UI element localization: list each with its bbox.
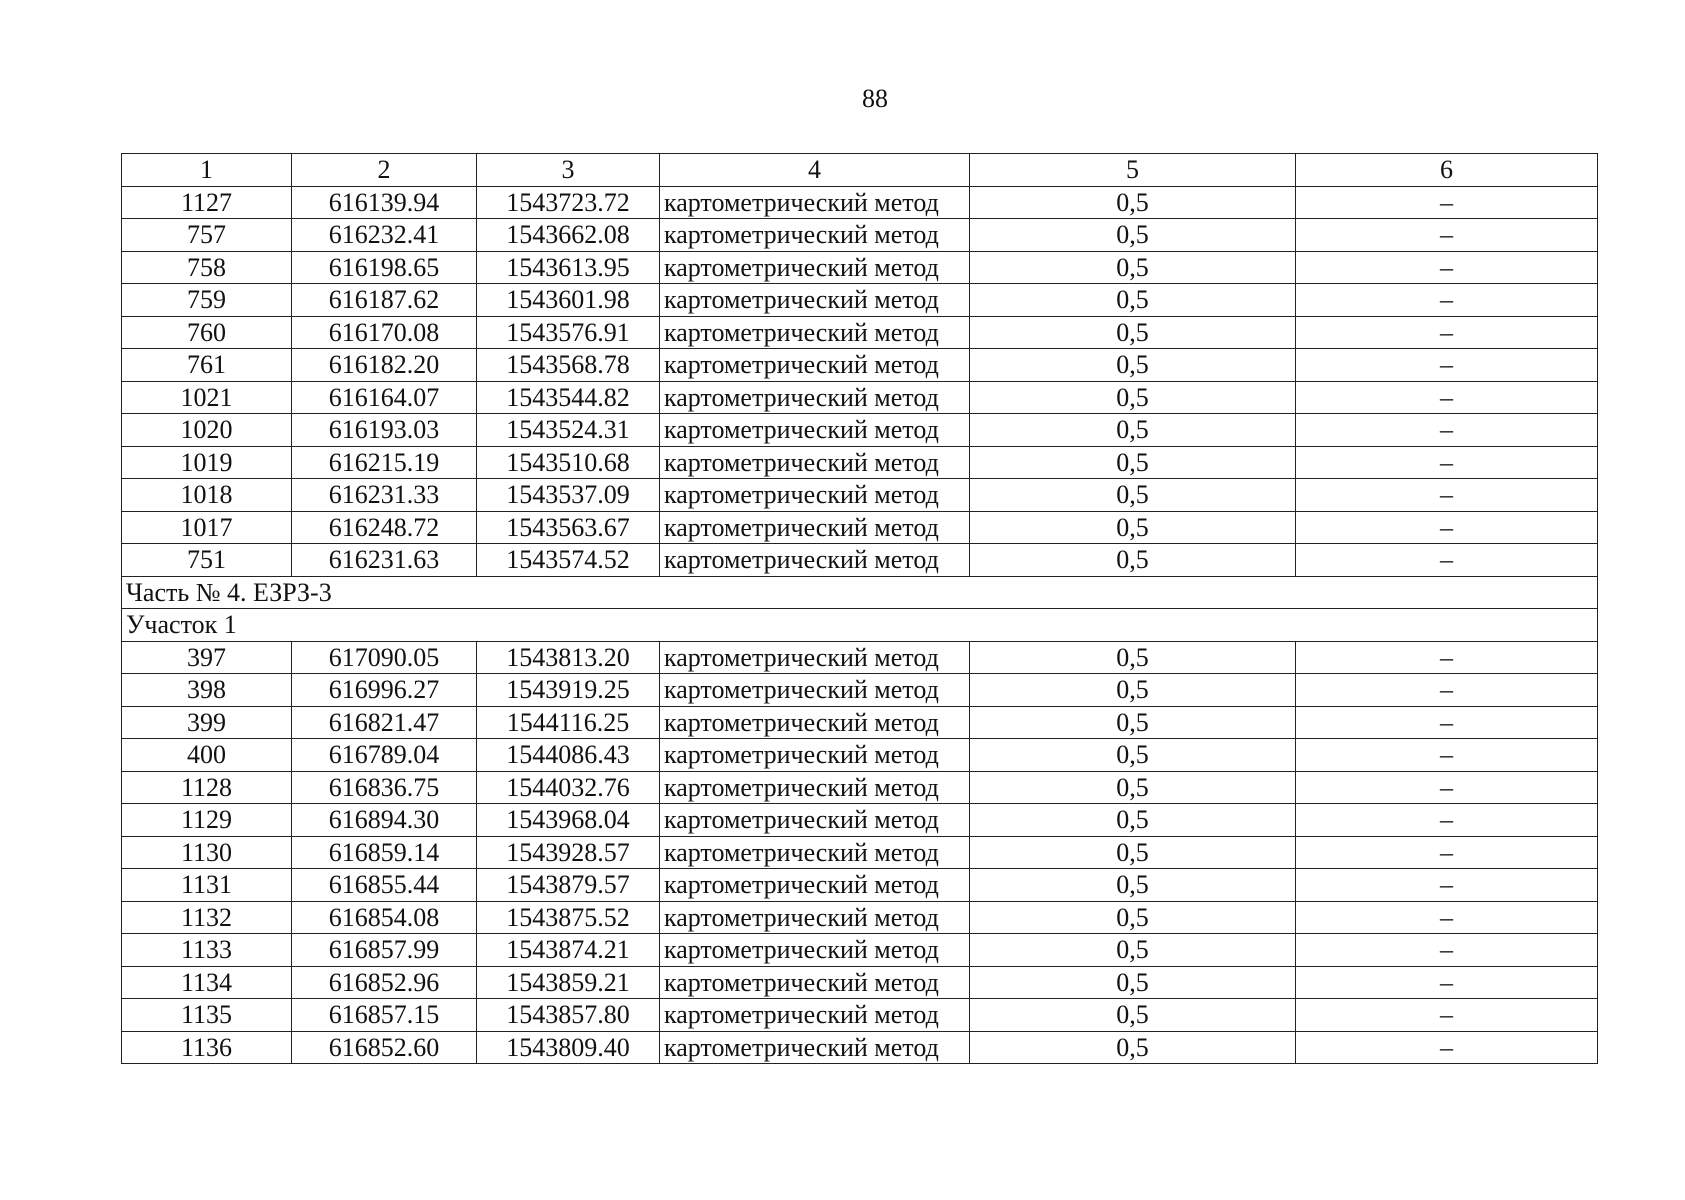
x-coordinate-cell: 616852.96: [292, 966, 477, 999]
y-coordinate-cell: 1543544.82: [477, 381, 660, 414]
y-coordinate-cell: 1543510.68: [477, 446, 660, 479]
description-cell: –: [1296, 219, 1598, 252]
y-coordinate-cell: 1543524.31: [477, 414, 660, 447]
table-row: [122, 381, 1598, 414]
table-row: [122, 836, 1598, 869]
accuracy-cell: 0,5: [970, 706, 1296, 739]
table-row: [122, 414, 1598, 447]
method-cell: картометрический метод: [660, 349, 970, 382]
description-cell: –: [1296, 804, 1598, 837]
accuracy-cell: 0,5: [970, 186, 1296, 219]
point-number-cell: 397: [122, 641, 292, 674]
y-coordinate-cell: 1543809.40: [477, 1031, 660, 1064]
x-coordinate-cell: 616187.62: [292, 284, 477, 317]
table-header-row: [122, 154, 1598, 187]
point-number-cell: 1136: [122, 1031, 292, 1064]
accuracy-cell: 0,5: [970, 771, 1296, 804]
y-coordinate-cell: 1543859.21: [477, 966, 660, 999]
accuracy-cell: 0,5: [970, 251, 1296, 284]
y-coordinate-cell: 1543879.57: [477, 869, 660, 902]
accuracy-cell: 0,5: [970, 219, 1296, 252]
method-cell: картометрический метод: [660, 251, 970, 284]
x-coordinate-cell: 616857.15: [292, 999, 477, 1032]
x-coordinate-cell: 616859.14: [292, 836, 477, 869]
method-cell: картометрический метод: [660, 999, 970, 1032]
y-coordinate-cell: 1543875.52: [477, 901, 660, 934]
y-coordinate-cell: 1543574.52: [477, 544, 660, 577]
method-cell: картометрический метод: [660, 869, 970, 902]
y-coordinate-cell: 1543919.25: [477, 674, 660, 707]
description-cell: –: [1296, 901, 1598, 934]
description-cell: –: [1296, 544, 1598, 577]
accuracy-cell: 0,5: [970, 999, 1296, 1032]
method-cell: картометрический метод: [660, 186, 970, 219]
accuracy-cell: 0,5: [970, 804, 1296, 837]
x-coordinate-cell: 616232.41: [292, 219, 477, 252]
description-cell: –: [1296, 251, 1598, 284]
point-number-cell: 1021: [122, 381, 292, 414]
table-row: [122, 284, 1598, 317]
accuracy-cell: 0,5: [970, 284, 1296, 317]
description-cell: –: [1296, 479, 1598, 512]
header-col-2: 2: [292, 154, 477, 187]
description-cell: –: [1296, 999, 1598, 1032]
point-number-cell: 400: [122, 739, 292, 772]
description-cell: –: [1296, 316, 1598, 349]
y-coordinate-cell: 1543662.08: [477, 219, 660, 252]
table-row: [122, 966, 1598, 999]
method-cell: картометрический метод: [660, 446, 970, 479]
x-coordinate-cell: 616182.20: [292, 349, 477, 382]
point-number-cell: 1018: [122, 479, 292, 512]
table-row: [122, 739, 1598, 772]
description-cell: –: [1296, 349, 1598, 382]
table-row: [122, 544, 1598, 577]
x-coordinate-cell: 616248.72: [292, 511, 477, 544]
point-number-cell: 1017: [122, 511, 292, 544]
table-row: [122, 706, 1598, 739]
table-row: [122, 804, 1598, 837]
table-row: [122, 934, 1598, 967]
accuracy-cell: 0,5: [970, 674, 1296, 707]
accuracy-cell: 0,5: [970, 316, 1296, 349]
description-cell: –: [1296, 641, 1598, 674]
y-coordinate-cell: 1543723.72: [477, 186, 660, 219]
y-coordinate-cell: 1543601.98: [477, 284, 660, 317]
description-cell: –: [1296, 511, 1598, 544]
description-cell: –: [1296, 1031, 1598, 1064]
method-cell: картометрический метод: [660, 674, 970, 707]
header-col-6: 6: [1296, 154, 1598, 187]
y-coordinate-cell: 1543613.95: [477, 251, 660, 284]
y-coordinate-cell: 1543857.80: [477, 999, 660, 1032]
header-col-3: 3: [477, 154, 660, 187]
description-cell: –: [1296, 284, 1598, 317]
point-number-cell: 1130: [122, 836, 292, 869]
accuracy-cell: 0,5: [970, 934, 1296, 967]
method-cell: картометрический метод: [660, 641, 970, 674]
description-cell: –: [1296, 414, 1598, 447]
accuracy-cell: 0,5: [970, 1031, 1296, 1064]
point-number-cell: 1131: [122, 869, 292, 902]
x-coordinate-cell: 616855.44: [292, 869, 477, 902]
accuracy-cell: 0,5: [970, 479, 1296, 512]
description-cell: –: [1296, 186, 1598, 219]
point-number-cell: 761: [122, 349, 292, 382]
x-coordinate-cell: 616996.27: [292, 674, 477, 707]
x-coordinate-cell: 616170.08: [292, 316, 477, 349]
coordinates-table: [121, 153, 1598, 1064]
accuracy-cell: 0,5: [970, 739, 1296, 772]
x-coordinate-cell: 616193.03: [292, 414, 477, 447]
x-coordinate-cell: 616215.19: [292, 446, 477, 479]
y-coordinate-cell: 1544086.43: [477, 739, 660, 772]
table-row: [122, 349, 1598, 382]
description-cell: –: [1296, 934, 1598, 967]
section-row-plot: [122, 609, 1598, 642]
y-coordinate-cell: 1543568.78: [477, 349, 660, 382]
table-row: [122, 511, 1598, 544]
method-cell: картометрический метод: [660, 771, 970, 804]
point-number-cell: 1019: [122, 446, 292, 479]
accuracy-cell: 0,5: [970, 966, 1296, 999]
y-coordinate-cell: 1543928.57: [477, 836, 660, 869]
method-cell: картометрический метод: [660, 706, 970, 739]
table-row: [122, 479, 1598, 512]
description-cell: –: [1296, 869, 1598, 902]
coordinates-table-body: [122, 154, 1598, 1064]
point-number-cell: 1129: [122, 804, 292, 837]
point-number-cell: 1133: [122, 934, 292, 967]
accuracy-cell: 0,5: [970, 414, 1296, 447]
header-col-5: 5: [970, 154, 1296, 187]
table-row: [122, 901, 1598, 934]
description-cell: –: [1296, 771, 1598, 804]
table-row: [122, 641, 1598, 674]
table-row: [122, 869, 1598, 902]
table-row: [122, 999, 1598, 1032]
table-row: [122, 219, 1598, 252]
header-col-1: 1: [122, 154, 292, 187]
y-coordinate-cell: 1543874.21: [477, 934, 660, 967]
header-col-4: 4: [660, 154, 970, 187]
x-coordinate-cell: 616164.07: [292, 381, 477, 414]
accuracy-cell: 0,5: [970, 869, 1296, 902]
point-number-cell: 759: [122, 284, 292, 317]
point-number-cell: 1135: [122, 999, 292, 1032]
point-number-cell: 1134: [122, 966, 292, 999]
method-cell: картометрический метод: [660, 966, 970, 999]
section-title-part: Часть № 4. ЕЗРЗ-3: [122, 576, 1598, 609]
accuracy-cell: 0,5: [970, 641, 1296, 674]
table-row: [122, 771, 1598, 804]
method-cell: картометрический метод: [660, 836, 970, 869]
y-coordinate-cell: 1544116.25: [477, 706, 660, 739]
x-coordinate-cell: 616198.65: [292, 251, 477, 284]
x-coordinate-cell: 617090.05: [292, 641, 477, 674]
page-number: 88: [862, 84, 888, 113]
x-coordinate-cell: 616231.63: [292, 544, 477, 577]
table-row: [122, 316, 1598, 349]
accuracy-cell: 0,5: [970, 511, 1296, 544]
x-coordinate-cell: 616139.94: [292, 186, 477, 219]
description-cell: –: [1296, 836, 1598, 869]
accuracy-cell: 0,5: [970, 901, 1296, 934]
description-cell: –: [1296, 706, 1598, 739]
x-coordinate-cell: 616857.99: [292, 934, 477, 967]
point-number-cell: 1132: [122, 901, 292, 934]
method-cell: картометрический метод: [660, 219, 970, 252]
method-cell: картометрический метод: [660, 316, 970, 349]
table-row: [122, 674, 1598, 707]
method-cell: картометрический метод: [660, 804, 970, 837]
accuracy-cell: 0,5: [970, 349, 1296, 382]
accuracy-cell: 0,5: [970, 381, 1296, 414]
x-coordinate-cell: 616821.47: [292, 706, 477, 739]
method-cell: картометрический метод: [660, 934, 970, 967]
description-cell: –: [1296, 446, 1598, 479]
table-row: [122, 186, 1598, 219]
table-row: [122, 251, 1598, 284]
method-cell: картометрический метод: [660, 381, 970, 414]
point-number-cell: 1128: [122, 771, 292, 804]
y-coordinate-cell: 1543813.20: [477, 641, 660, 674]
y-coordinate-cell: 1543537.09: [477, 479, 660, 512]
description-cell: –: [1296, 739, 1598, 772]
table-row: [122, 1031, 1598, 1064]
table-row: [122, 446, 1598, 479]
point-number-cell: 751: [122, 544, 292, 577]
description-cell: –: [1296, 381, 1598, 414]
point-number-cell: 398: [122, 674, 292, 707]
point-number-cell: 1127: [122, 186, 292, 219]
x-coordinate-cell: 616789.04: [292, 739, 477, 772]
method-cell: картометрический метод: [660, 544, 970, 577]
description-cell: –: [1296, 674, 1598, 707]
point-number-cell: 399: [122, 706, 292, 739]
x-coordinate-cell: 616854.08: [292, 901, 477, 934]
method-cell: картометрический метод: [660, 284, 970, 317]
accuracy-cell: 0,5: [970, 544, 1296, 577]
method-cell: картометрический метод: [660, 901, 970, 934]
method-cell: картометрический метод: [660, 739, 970, 772]
method-cell: картометрический метод: [660, 479, 970, 512]
point-number-cell: 1020: [122, 414, 292, 447]
accuracy-cell: 0,5: [970, 446, 1296, 479]
method-cell: картометрический метод: [660, 1031, 970, 1064]
method-cell: картометрический метод: [660, 414, 970, 447]
method-cell: картометрический метод: [660, 511, 970, 544]
point-number-cell: 758: [122, 251, 292, 284]
x-coordinate-cell: 616852.60: [292, 1031, 477, 1064]
y-coordinate-cell: 1544032.76: [477, 771, 660, 804]
y-coordinate-cell: 1543563.67: [477, 511, 660, 544]
description-cell: –: [1296, 966, 1598, 999]
x-coordinate-cell: 616894.30: [292, 804, 477, 837]
y-coordinate-cell: 1543968.04: [477, 804, 660, 837]
point-number-cell: 760: [122, 316, 292, 349]
accuracy-cell: 0,5: [970, 836, 1296, 869]
y-coordinate-cell: 1543576.91: [477, 316, 660, 349]
x-coordinate-cell: 616836.75: [292, 771, 477, 804]
x-coordinate-cell: 616231.33: [292, 479, 477, 512]
point-number-cell: 757: [122, 219, 292, 252]
section-row-part: [122, 576, 1598, 609]
section-title-plot: Участок 1: [122, 609, 1598, 642]
